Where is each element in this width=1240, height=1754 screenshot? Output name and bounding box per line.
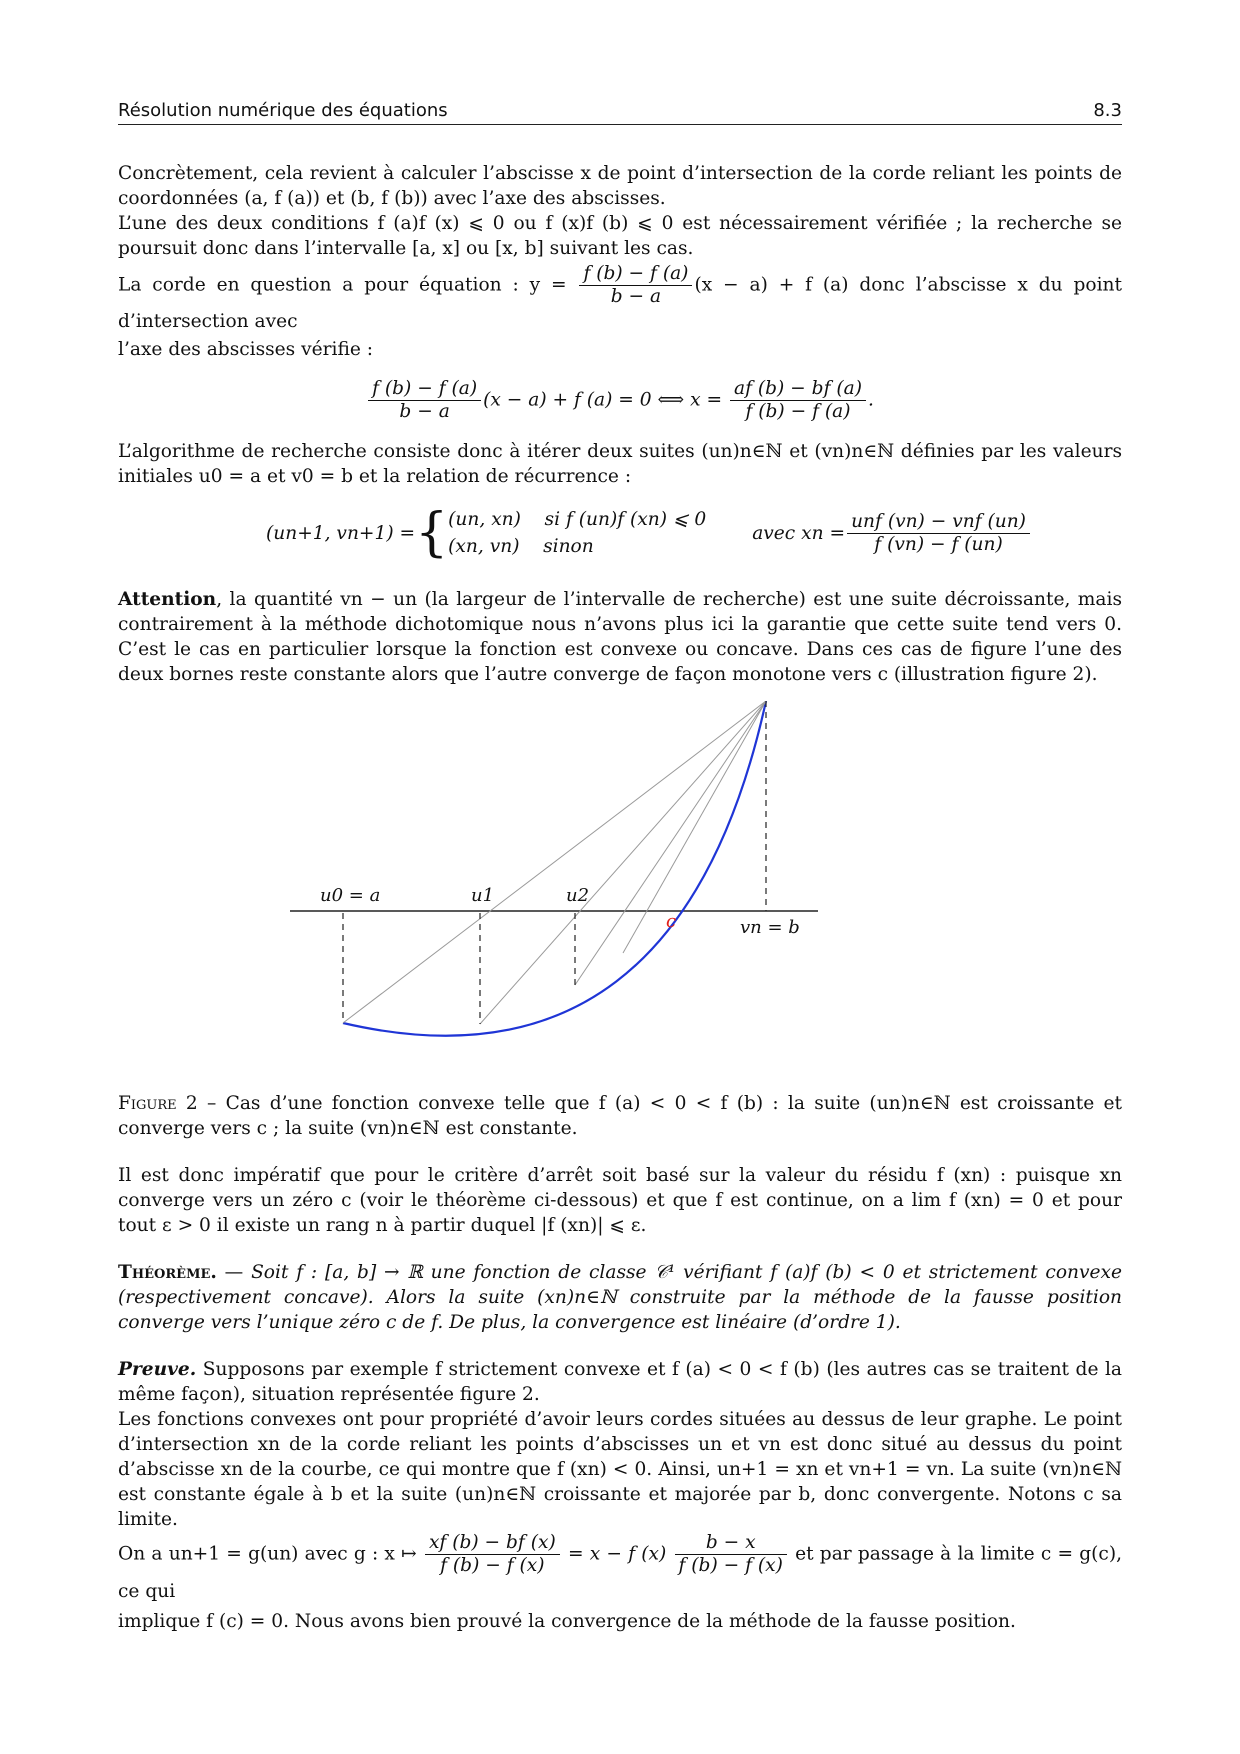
proof-limit: On a un+1 = g(un) avec g : x ↦ $\frac{xf (b) - bf (x)}{f (b) - f (x)}$ = x − f (x) $\frac{b - x}{f (b) - f (x)}$ et par passage à la limite c = g(c), ce qui implique f (c) = 0. Nous avons bien prouvé la convergence de la méthode de la fausse position. xyxy=(118,1532,1122,1632)
page xyxy=(118,95,1122,1637)
label-c: c xyxy=(666,911,677,932)
paragraph-conditions: L’une des deux conditions f (a)f (x) ⩽ 0 ou f (x)f (b) ⩽ 0 est nécessairement vérifiée ; la recherche se poursuit donc dans l’intervalle [a, x] ou [x, b] suivant les cas. xyxy=(118,213,1122,259)
running-header xyxy=(118,95,1122,125)
theorem: Théorème. — Soit f : [a, b] → ℝ une fonction de classe 𝒞¹ vérifiant f (a)f (b) < 0 et strictement convexe (respectivement concave). Alors la suite (xn)n∈ℕ construite par la méthode de la fausse position converge vers l’unique zéro c de f. De plus, la convergence est linéaire (d’ordre 1). xyxy=(118,1262,1122,1333)
paragraph-stopping-criterion: Il est donc impératif que pour le critère d’arrêt soit basé sur la valeur du résidu f (xn) : puisque xn converge vers un zéro c (voir le théorème ci-dessous) et que f est continue, on a lim f (xn) = 0 et pour tout ε > 0 il existe un rang n à partir duquel |f (xn)| ⩽ ε. xyxy=(118,1165,1122,1236)
chord-1 xyxy=(343,701,766,1023)
label-u2: u2 xyxy=(566,885,590,906)
proof-intro: Preuve. Supposons par exemple f strictement convexe et f (a) < 0 < f (b) (les autres cas se traitent de la même façon), situation représentée figure 2. xyxy=(118,1359,1122,1405)
paragraph-algorithm: L’algorithme de recherche consiste donc à itérer deux suites (un)n∈ℕ et (vn)n∈ℕ définies par les valeurs initiales u0 = a et v0 = b et la relation de récurrence : xyxy=(118,441,1122,487)
equation-recurrence: (un+1, vn+1) = { (un, xn) si f (un)f (xn) ⩽ 0 (xn, vn) sinon avec xn = $\frac{\text{unf (vn) − vnf (un)}}{f (vn) - f (un)}$ xyxy=(266,501,1122,565)
chord-4 xyxy=(623,701,766,953)
label-u1: u1 xyxy=(471,885,495,906)
paragraph-intro: Concrètement, cela revient à calculer l’abscisse x de point d’intersection de la corde reliant les points de coordonnées (a, f (a)) et (b, f (b)) avec l’axe des abscisses. xyxy=(118,163,1122,209)
label-vn: vn = b xyxy=(740,917,800,938)
equation-intersection: $\frac{f (b) - f (a)}{b - a}$ (x − a) + f (a) = 0 ⟺ x = $\frac{af (b) - bf (a)}{f (b) - f (a)}$ . xyxy=(118,378,1122,423)
proof-body: Les fonctions convexes ont pour propriété d’avoir leurs cordes situées au dessus de leur graphe. Le point d’intersection xn de la corde reliant les points d’abscisses un et vn est donc situé au dessus du point d’abscisse xn de la courbe, ce qui montre que f (xn) < 0. Ainsi, un+1 = xn et vn+1 = vn. La suite (vn)n∈ℕ est constante égale à b et la suite (un)n∈ℕ croissante et majorée par b, donc convergente. Notons c sa limite. xyxy=(118,1409,1122,1530)
recurrence-cases: (un, xn) si f (un)f (xn) ⩽ 0 (xn, vn) sinon xyxy=(448,509,707,557)
chord-3 xyxy=(575,701,766,985)
convex-curve xyxy=(343,701,766,1036)
chord-slope-fraction: $\frac{f (b) - f (a)}{b - a}$ xyxy=(579,263,692,308)
paragraph-attention: Attention, la quantité vn − un (la largeur de l’intervalle de recherche) est une suite décroissante, mais contrairement à la méthode dichotomique nous n’avons plus ici la garantie que cette suite tend vers 0. C’est le cas en particulier lorsque la fonction est convexe ou concave. Dans ces cas de figure l’une des deux bornes reste constante alors que l’autre converge de façon monotone vers c (illustration figure 2). xyxy=(118,589,1122,685)
label-u0: u0 = a xyxy=(320,885,381,906)
figure-false-position xyxy=(118,701,1122,1071)
header-section: 8.3 xyxy=(1093,100,1122,121)
header-title: Résolution numérique des équations xyxy=(118,100,448,121)
paragraph-chord-equation: La corde en question a pour équation : y = $\frac{f (b) - f (a)}{b - a}$ (x − a) + f (a) donc l’abscisse x du point d’intersection avec l’axe des abscisses vérifie : xyxy=(118,263,1122,360)
figure-caption: Figure 2 – Cas d’une fonction convexe telle que f (a) < 0 < f (b) : la suite (un)n∈ℕ est croissante et converge vers c ; la suite (vn)n∈ℕ est constante. xyxy=(118,1093,1122,1139)
